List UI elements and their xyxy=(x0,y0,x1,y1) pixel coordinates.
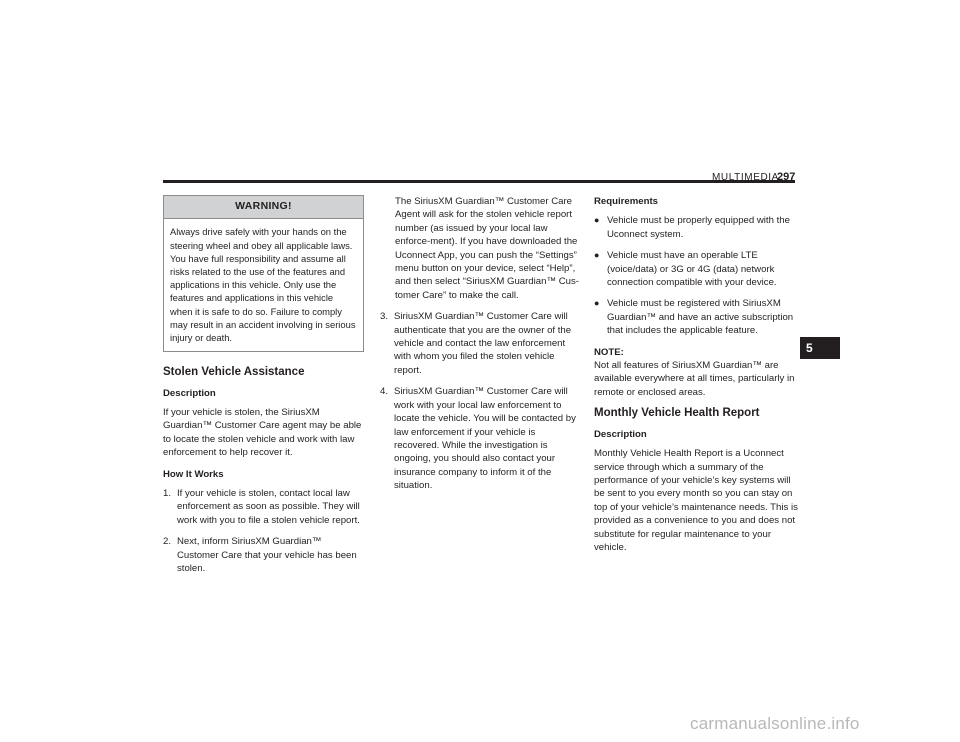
page-number: 297 xyxy=(777,171,796,183)
step-text: SiriusXM Guardian™ Customer Care will work with your local law enforcement to locate the vehicle. You will be contacted by law enforcement if your vehicle is recovered. While the investigation is ongoing, you should also contact your insurance company to inform it of the situation. xyxy=(394,386,576,492)
warning-body: Always drive safely with your hands on the steering wheel and obey all applicable laws. You have full responsibility and assume all risks related to the use of the features and applications in this vehicle. Only use the features and applications in this vehicle when it is safe to do so. Failure to comply may result in an accident involving in serious injury or death. xyxy=(170,226,356,344)
bullet-icon: ● xyxy=(594,215,600,226)
step-number: 4. xyxy=(380,386,389,398)
requirements-label: Requirements xyxy=(594,196,658,207)
step-item xyxy=(380,310,581,377)
step-item xyxy=(380,385,581,492)
stolen-description-label: Description xyxy=(163,387,216,399)
how-it-works-label: How It Works xyxy=(163,468,224,480)
note-label: NOTE: xyxy=(594,346,624,358)
requirement-text: Vehicle must be registered with SiriusXM Guardian™ and have an active subscription that includes the applicable feature. xyxy=(607,298,794,337)
warning-title: WARNING! xyxy=(164,196,363,219)
section-title: MULTIMEDIA xyxy=(712,172,779,183)
bullet-icon: ● xyxy=(594,298,600,309)
stolen-description-text: If your vehicle is stolen, the SiriusXM Guardian™ Customer Care agent may be able to locate the stolen vehicle and work with law enforcement to help recover it. xyxy=(163,407,362,459)
health-report-heading: Monthly Vehicle Health Report xyxy=(594,407,760,420)
bullet-icon: ● xyxy=(594,250,600,261)
step-continuation-text: The SiriusXM Guardian™ Customer Care Agent will ask for the stolen vehicle report number (as issued by your local law enforce-ment). If you have downloaded the Uconnect App, you can push the “Settings” menu button on your device, select “Help”, and then select “SiriusXM Guardian™ Cus-tomer Care” to make the call. xyxy=(395,196,579,301)
health-description-text: Monthly Vehicle Health Report is a Uconnect service through which a summary of the performance of your vehicle’s key systems will be sent to you every month so you can stay on top of your vehicle’s maintenance needs. This is provided as a convenience to you and does not substitute for regular maintenance to your vehicle. xyxy=(594,448,798,553)
stolen-vehicle-heading: Stolen Vehicle Assistance xyxy=(163,366,305,379)
chapter-tab: 5 xyxy=(800,337,840,359)
step-text: SiriusXM Guardian™ Customer Care will authenticate that you are the owner of the vehicle and contact the law enforcement with whom you filed the stolen vehicle report. xyxy=(394,311,572,376)
step-item xyxy=(163,535,364,575)
requirement-item xyxy=(594,214,798,241)
step-text: Next, inform SiriusXM Guardian™ Customer Care that your vehicle has been stolen. xyxy=(177,536,357,575)
middle-column xyxy=(380,195,581,501)
note-text: Not all features of SiriusXM Guardian™ are available everywhere at all times, particularly in remote or enclosed areas. xyxy=(594,360,795,398)
step-number: 1. xyxy=(163,488,172,500)
health-description-label: Description xyxy=(594,428,647,440)
right-column xyxy=(594,195,798,554)
step-text: If your vehicle is stolen, contact local law enforcement as soon as possible. They will work with you to file a stolen vehicle report. xyxy=(177,488,360,526)
warning-box xyxy=(163,195,364,352)
left-column xyxy=(163,195,364,584)
step-item xyxy=(163,487,364,527)
header-rule xyxy=(163,180,795,183)
requirement-text: Vehicle must be properly equipped with the Uconnect system. xyxy=(607,215,790,240)
requirement-item xyxy=(594,297,798,337)
requirement-text: Vehicle must have an operable LTE (voice/data) or 3G or 4G (data) network connection compatible with your device. xyxy=(607,250,777,289)
requirement-item xyxy=(594,249,798,289)
step-number: 2. xyxy=(163,536,172,548)
step-number: 3. xyxy=(380,311,389,323)
watermark: carmanualsonline.info xyxy=(690,714,860,733)
